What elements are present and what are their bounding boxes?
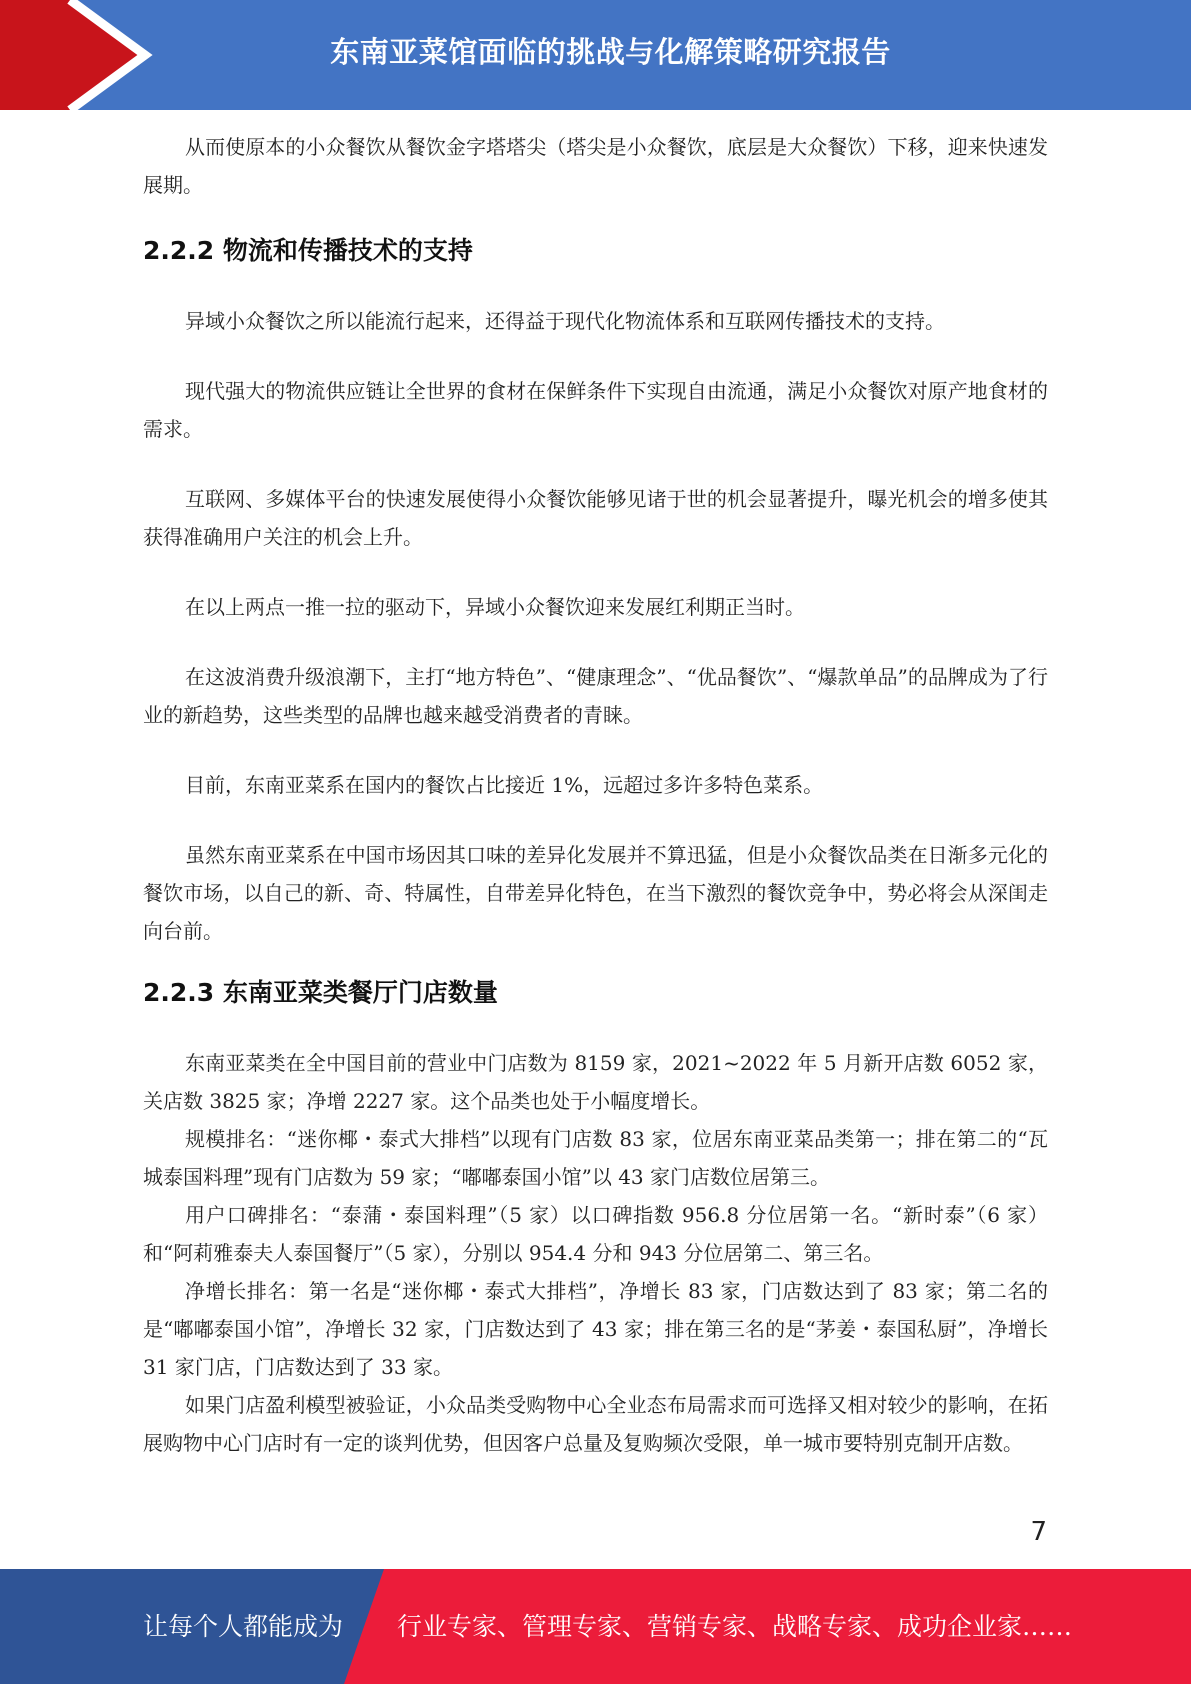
- section-heading: 2.2.2 物流和传播技术的支持: [143, 236, 473, 265]
- document-body: [143, 128, 1048, 1462]
- paragraph: 在以上两点一推一拉的驱动下，异域小众餐饮迎来发展红利期正当时。: [185, 595, 805, 619]
- paragraph: 东南亚菜类在全中国目前的营业中门店数为 8159 家，2021~2022 年 5 月新开店数 6052 家，关店数 3825 家；净增 2227 家。这个品类也处于小幅度增长。: [143, 1051, 1048, 1113]
- paragraph: 异域小众餐饮之所以能流行起来，还得益于现代化物流体系和互联网传播技术的支持。: [185, 309, 945, 333]
- paragraph: 目前，东南亚菜系在国内的餐饮占比接近 1%，远超过多许多特色菜系。: [185, 773, 824, 797]
- header-title: 东南亚菜馆面临的挑战与化解策略研究报告: [330, 35, 891, 69]
- paragraph: 在这波消费升级浪潮下，主打“地方特色”、“健康理念”、“优品餐饮”、“爆款单品”的品牌成为了行业的新趋势，这些类型的品牌也越来越受消费者的青睐。: [143, 665, 1048, 727]
- paragraph: 规模排名：“迷你椰・泰式大排档”以现有门店数 83 家，位居东南亚菜品类第一；排在第二的“瓦城泰国料理”现有门店数为 59 家；“嘟嘟泰国小馆”以 43 家门店数位居第三。: [143, 1127, 1048, 1189]
- page-number: 7: [1030, 1517, 1047, 1547]
- section-heading: 2.2.3 东南亚菜类餐厅门店数量: [143, 978, 498, 1007]
- paragraph: 现代强大的物流供应链让全世界的食材在保鲜条件下实现自由流通，满足小众餐饮对原产地食材的需求。: [143, 379, 1048, 441]
- footer-slogan-right: 行业专家、管理专家、营销专家、战略专家、成功企业家……: [397, 1612, 1073, 1641]
- paragraph: 净增长排名：第一名是“迷你椰・泰式大排档”，净增长 83 家，门店数达到了 83 家；第二名的是“嘟嘟泰国小馆”，净增长 32 家，门店数达到了 43 家；排在第三名的是“茅姜・泰国私厨”，净增长 31 家门店，门店数达到了 33 家。: [143, 1279, 1048, 1379]
- paragraph: 虽然东南亚菜系在中国市场因其口味的差异化发展并不算迅猛，但是小众餐饮品类在日渐多元化的餐饮市场，以自己的新、奇、特属性，自带差异化特色，在当下激烈的餐饮竞争中，势必将会从深闺走向台前。: [143, 843, 1048, 943]
- paragraph: 用户口碑排名：“泰蒲・泰国料理”（5 家）以口碑指数 956.8 分位居第一名。“新时泰”（6 家）和“阿莉雅泰夫人泰国餐厅”（5 家），分别以 954.4 分和 943 分位居第二、第三名。: [143, 1203, 1048, 1265]
- header-banner: [0, 0, 1191, 110]
- paragraph: 如果门店盈利模型被验证，小众品类受购物中心全业态布局需求而可选择又相对较少的影响，在拓展购物中心门店时有一定的谈判优势，但因客户总量及复购频次受限，单一城市要特别克制开店数。: [143, 1393, 1048, 1455]
- paragraph: 互联网、多媒体平台的快速发展使得小众餐饮能够见诸于世的机会显著提升，曝光机会的增多使其获得准确用户关注的机会上升。: [143, 487, 1048, 549]
- footer-slogan-left: 让每个人都能成为: [143, 1612, 344, 1641]
- paragraph: 从而使原本的小众餐饮从餐饮金字塔塔尖（塔尖是小众餐饮，底层是大众餐饮）下移，迎来快速发展期。: [143, 135, 1048, 197]
- footer-banner: [0, 1569, 1191, 1684]
